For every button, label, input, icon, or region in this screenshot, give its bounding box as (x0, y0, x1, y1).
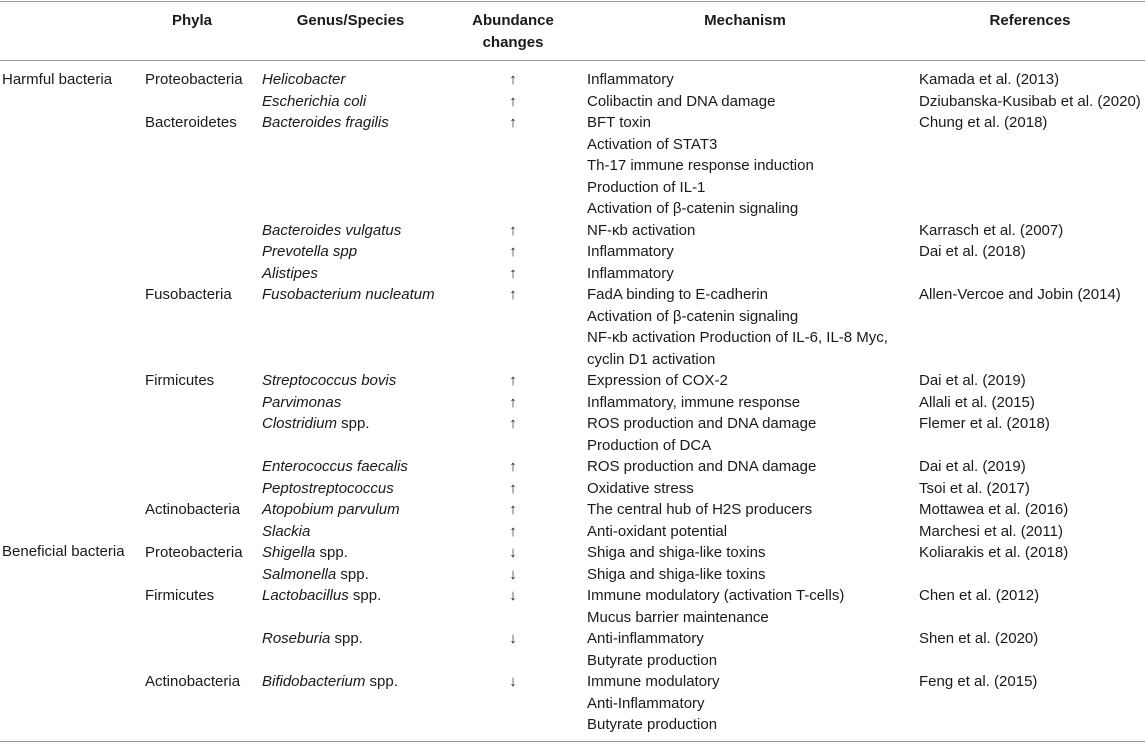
top-rule (0, 1, 1145, 2)
species-cell (262, 263, 318, 285)
species-name: Bacteroides fragilis (262, 114, 389, 131)
mechanism-line: ROS production and DNA damage (587, 415, 817, 432)
species-cell (262, 370, 396, 392)
species-cell (262, 69, 345, 91)
mechanism-line: cyclin D1 activation (587, 350, 716, 368)
mechanism-line: BFT toxin (587, 114, 651, 131)
species-cell (262, 392, 341, 414)
reference-cell: Allen-Vercoe and Jobin (2014) (919, 286, 1121, 303)
abundance-arrow: ↓ (509, 544, 517, 561)
header-references: References (989, 12, 1071, 29)
mechanism-line: Immune modulatory (activation T-cells) (587, 587, 845, 604)
abundance-arrow: ↑ (509, 92, 517, 110)
mechanism-line: Activation of β-catenin signaling (587, 307, 799, 325)
abundance-arrow: ↓ (509, 673, 517, 690)
mechanism-line: Inflammatory (587, 264, 674, 282)
phylum-cell: Actinobacteria (145, 673, 241, 690)
reference-cell: Chung et al. (2018) (919, 114, 1048, 131)
reference-cell: Kamada et al. (2013) (919, 71, 1060, 88)
mechanism-line: Mucus barrier maintenance (587, 608, 769, 626)
species-cell (262, 671, 398, 693)
species-name: Streptococcus bovis (262, 372, 397, 389)
abundance-arrow: ↑ (509, 286, 517, 303)
group-beneficial: Beneficial bacteria (2, 543, 125, 560)
mechanism-line: Activation of β-catenin signaling (587, 200, 799, 217)
mechanism-line: Th-17 immune response induction (587, 157, 814, 174)
mechanism-line: Anti-inflammatory (587, 630, 704, 647)
abundance-arrow: ↑ (509, 221, 517, 239)
reference-cell: Dai et al. (2019) (919, 458, 1026, 475)
abundance-arrow: ↓ (509, 587, 517, 604)
reference-cell: Karrasch et al. (2007) (919, 221, 1064, 239)
phylum-cell: Fusobacteria (145, 286, 232, 303)
header-genus: Genus/Species (296, 12, 405, 29)
abundance-arrow: ↑ (509, 501, 517, 518)
species-name: Salmonella (262, 565, 337, 583)
phylum-cell: Proteobacteria (145, 544, 243, 561)
species-cell (262, 542, 348, 564)
mechanism-line: Inflammatory (587, 243, 674, 260)
header-mechanism: Mechanism (704, 12, 786, 29)
species-cell (262, 91, 366, 113)
reference-cell: Dziubanska-Kusibab et al. (2020) (919, 92, 1141, 110)
species-name: Peptostreptococcus (262, 479, 394, 497)
mechanism-line: Inflammatory (587, 71, 674, 88)
reference-cell: Koliarakis et al. (2018) (919, 544, 1069, 561)
abundance-arrow: ↑ (509, 372, 517, 389)
phylum-cell: Bacteroidetes (145, 114, 237, 131)
species-name: Lactobacillus (262, 587, 349, 604)
abundance-arrow: ↓ (509, 630, 517, 647)
mechanism-line: NF-κb activation (587, 221, 696, 239)
species-cell (262, 628, 363, 650)
species-name: Prevotella spp (262, 243, 358, 260)
reference-cell: Shen et al. (2020) (919, 630, 1039, 647)
species-name: Bifidobacterium (262, 673, 366, 690)
phylum-cell: Actinobacteria (145, 501, 241, 518)
mechanism-line: Activation of STAT3 (587, 135, 718, 153)
species-cell (262, 220, 401, 242)
abundance-arrow: ↑ (509, 243, 517, 260)
mechanism-line: Anti-oxidant potential (587, 522, 728, 540)
species-cell (262, 521, 310, 543)
species-name: Slackia (262, 522, 311, 540)
abundance-arrow: ↑ (509, 264, 517, 282)
abundance-arrow: ↓ (509, 565, 517, 583)
mechanism-line: Production of IL-1 (587, 178, 706, 196)
species-suffix: spp. (348, 587, 382, 604)
species-cell (262, 564, 369, 586)
species-name: Bacteroides vulgatus (262, 221, 402, 239)
abundance-arrow: ↑ (509, 114, 517, 131)
mechanism-line: ROS production and DNA damage (587, 458, 817, 475)
abundance-arrow: ↑ (509, 71, 517, 88)
phylum-cell: Firmicutes (145, 372, 215, 389)
species-cell (262, 241, 357, 263)
bottom-rule (0, 741, 1145, 742)
species-cell (262, 413, 370, 435)
species-name: Helicobacter (262, 71, 346, 88)
species-suffix: spp. (365, 673, 398, 690)
species-name: Enterococcus faecalis (262, 458, 408, 475)
group-harmful: Harmful bacteria (2, 71, 113, 88)
reference-cell: Chen et al. (2012) (919, 587, 1040, 604)
abundance-arrow: ↑ (509, 479, 517, 497)
species-name: Parvimonas (262, 393, 342, 411)
reference-cell: Allali et al. (2015) (919, 393, 1035, 411)
species-suffix: spp. (330, 630, 363, 647)
mechanism-line: Anti-Inflammatory (587, 694, 705, 712)
species-name: Escherichia coli (262, 92, 367, 110)
mechanism-line: Butyrate production (587, 716, 718, 733)
species-suffix: spp. (337, 415, 370, 432)
reference-cell: Flemer et al. (2018) (919, 415, 1050, 432)
species-name: Fusobacterium nucleatum (262, 286, 435, 303)
header-abundance-2: changes (482, 34, 544, 51)
species-suffix: spp. (315, 544, 348, 561)
header-rule (0, 60, 1145, 61)
species-name: Roseburia (262, 630, 331, 647)
reference-cell: Mottawea et al. (2016) (919, 501, 1069, 518)
mechanism-line: Oxidative stress (587, 479, 694, 497)
species-name: Alistipes (262, 264, 318, 282)
species-name: Atopobium parvulum (262, 501, 400, 518)
abundance-arrow: ↑ (509, 458, 517, 475)
species-cell (262, 478, 394, 500)
mechanism-line: NF-κb activation Production of IL-6, IL-8 Myc, (587, 329, 888, 346)
species-cell (262, 284, 435, 306)
phylum-cell: Firmicutes (145, 587, 215, 604)
species-name: Shigella (262, 544, 316, 561)
header-abundance-1: Abundance (472, 12, 554, 29)
mechanism-line: Colibactin and DNA damage (587, 92, 776, 110)
species-cell (262, 456, 408, 478)
mechanism-line: Butyrate production (587, 651, 718, 669)
mechanism-line: Production of DCA (587, 436, 712, 454)
mechanism-line: Expression of COX-2 (587, 372, 728, 389)
species-cell (262, 499, 400, 521)
abundance-arrow: ↑ (509, 415, 517, 432)
mechanism-line: Shiga and shiga-like toxins (587, 565, 766, 583)
species-name: Clostridium (262, 415, 338, 432)
abundance-arrow: ↑ (509, 393, 517, 411)
species-cell (262, 585, 381, 607)
reference-cell: Tsoi et al. (2017) (919, 479, 1030, 497)
mechanism-line: Immune modulatory (587, 673, 720, 690)
species-cell (262, 112, 389, 134)
abundance-arrow: ↑ (509, 522, 517, 540)
species-suffix: spp. (336, 565, 369, 583)
reference-cell: Marchesi et al. (2011) (919, 522, 1063, 540)
phylum-cell: Proteobacteria (145, 71, 243, 88)
reference-cell: Feng et al. (2015) (919, 673, 1038, 690)
mechanism-line: The central hub of H2S producers (587, 501, 813, 518)
reference-cell: Dai et al. (2018) (919, 243, 1026, 260)
mechanism-line: FadA binding to E-cadherin (587, 286, 768, 303)
mechanism-line: Inflammatory, immune response (587, 393, 801, 411)
reference-cell: Dai et al. (2019) (919, 372, 1026, 389)
mechanism-line: Shiga and shiga-like toxins (587, 544, 766, 561)
header-phyla: Phyla (171, 12, 213, 29)
